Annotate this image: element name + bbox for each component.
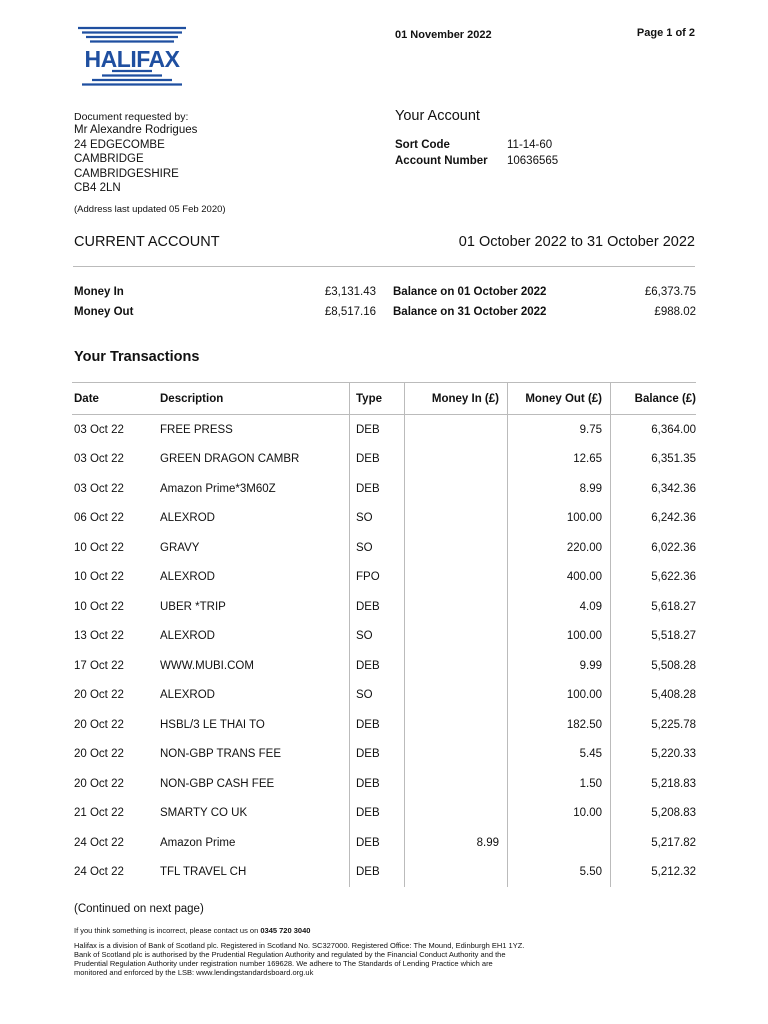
column-header-date: Date [72,383,158,415]
cell-description: ALEXROD [160,689,215,702]
cell-type: DEB [350,828,405,858]
money-in-value: £3,131.43 [324,286,376,298]
cell-description: ALEXROD [160,630,215,643]
table-row [72,415,696,445]
halifax-logo [72,26,192,88]
account-number-value: 10636565 [507,154,559,167]
column-header-money-out: Money Out (£) [508,383,611,415]
cell-date: 13 Oct 22 [74,630,124,643]
cell-description: Amazon Prime*3M60Z [160,482,276,495]
cell-money-in: 8.99 [405,828,508,858]
cell-description: TFL TRAVEL CH [160,866,247,879]
address-line: 24 EDGECOMBE [74,138,165,151]
balance-end-value: £988.02 [654,306,696,318]
summary-row [74,306,696,326]
account-details [395,138,558,168]
logo-wordmark: HALIFAX [84,46,180,72]
cell-date: 10 Oct 22 [74,600,124,613]
cell-money-out: 8.99 [508,474,611,504]
table-row [72,799,696,829]
cell-balance: 5,408.28 [611,681,697,711]
cell-money-out: 182.50 [508,710,611,740]
cell-balance: 5,218.83 [611,769,697,799]
balance-end-label: Balance on 31 October 2022 [393,306,547,318]
cell-money-out: 4.09 [508,592,611,622]
cell-money-out: 100.00 [508,622,611,652]
cell-description: NON-GBP TRANS FEE [160,748,281,761]
cell-date: 24 Oct 22 [74,866,124,879]
cell-money-out: 5.50 [508,858,611,888]
column-header-money-in: Money In (£) [405,383,508,415]
cell-money-in [405,769,508,799]
table-row [72,858,696,888]
legal-line: Bank of Scotland plc is authorised by the Prudential Regulation Authority and regulated by the Financial Conduct Authority and the [74,950,506,959]
cell-description: HSBL/3 LE THAI TO [160,718,265,731]
cell-description: FREE PRESS [160,423,233,436]
cell-money-in [405,533,508,563]
address-line: CB4 2LN [74,182,121,195]
table-row [72,533,696,563]
cell-description: WWW.MUBI.COM [160,659,254,672]
legal-text [74,941,594,977]
table-row [72,445,696,475]
cell-type: DEB [350,769,405,799]
cell-money-in [405,415,508,445]
cell-type: DEB [350,415,405,445]
cell-date: 03 Oct 22 [74,423,124,436]
cell-description: Amazon Prime [160,836,236,849]
customer-address [74,123,197,196]
legal-line: Halifax is a division of Bank of Scotland plc. Registered in Scotland No. SC327000. Registered Office: The Mound, Edinburgh EH1 1YZ. [74,941,525,950]
cell-balance: 5,217.82 [611,828,697,858]
cell-date: 20 Oct 22 [74,689,124,702]
cell-type: SO [350,533,405,563]
table-row [72,681,696,711]
sort-code-value: 11-14-60 [507,139,553,151]
your-account-heading: Your Account [395,108,480,124]
cell-money-out: 220.00 [508,533,611,563]
address-line: Mr Alexandre Rodrigues [74,124,198,136]
cell-date: 03 Oct 22 [74,482,124,495]
cell-type: DEB [350,651,405,681]
column-header-type: Type [350,383,405,415]
cell-date: 20 Oct 22 [74,748,124,761]
legal-line: monitored and enforced by the LSB: www.lendingstandardsboard.org.uk [74,968,314,977]
cell-money-out: 10.00 [508,799,611,829]
table-row [72,474,696,504]
cell-balance: 6,242.36 [611,504,697,534]
cell-money-in [405,622,508,652]
cell-description: GRAVY [160,541,200,554]
table-row [72,769,696,799]
account-number-label: Account Number [395,154,488,167]
cell-balance: 5,508.28 [611,651,697,681]
cell-money-in [405,858,508,888]
continued-note: (Continued on next page) [74,903,204,915]
address-line: CAMBRIDGESHIRE [74,167,179,180]
cell-balance: 5,622.36 [611,563,697,593]
transactions-body [72,415,696,888]
cell-money-in [405,651,508,681]
table-row [72,740,696,770]
balance-start-value: £6,373.75 [644,286,696,298]
balance-start-label: Balance on 01 October 2022 [393,286,547,298]
table-row [72,651,696,681]
cell-money-out: 100.00 [508,681,611,711]
balance-summary [74,286,696,326]
page-number: Page 1 of 2 [636,27,695,39]
cell-date: 03 Oct 22 [74,453,124,466]
contact-text: If you think something is incorrect, please contact us on [74,926,259,935]
money-out-label: Money Out [74,306,134,318]
cell-money-out: 9.99 [508,651,611,681]
cell-description: GREEN DRAGON CAMBR [160,453,300,466]
table-row [72,563,696,593]
cell-date: 06 Oct 22 [74,512,124,525]
address-updated-note: (Address last updated 05 Feb 2020) [74,204,226,215]
cell-money-in [405,592,508,622]
transactions-table [72,382,696,887]
cell-description: NON-GBP CASH FEE [160,777,275,790]
cell-balance: 5,518.27 [611,622,697,652]
cell-money-out [508,828,611,858]
cell-balance: 6,364.00 [611,415,697,445]
column-header-balance: Balance (£) [611,383,697,415]
cell-description: ALEXROD [160,571,215,584]
cell-description: ALEXROD [160,512,215,525]
legal-line: Prudential Regulation Authority under registration number 169628. We adhere to The Standards of Lending Practice which are [74,959,493,968]
cell-money-out: 400.00 [508,563,611,593]
money-in-label: Money In [74,286,124,298]
cell-money-in [405,563,508,593]
cell-money-in [405,799,508,829]
cell-money-out: 9.75 [508,415,611,445]
statement-date: 01 November 2022 [395,29,492,41]
cell-type: DEB [350,710,405,740]
statement-period: 01 October 2022 to 31 October 2022 [458,234,695,250]
cell-description: SMARTY CO UK [160,807,248,820]
cell-date: 20 Oct 22 [74,718,124,731]
table-row [72,622,696,652]
cell-type: DEB [350,858,405,888]
cell-balance: 6,351.35 [611,445,697,475]
column-header-description: Description [158,383,350,415]
cell-money-in [405,445,508,475]
cell-type: DEB [350,592,405,622]
table-row [72,504,696,534]
account-type-title: CURRENT ACCOUNT [74,234,220,250]
cell-balance: 6,342.36 [611,474,697,504]
cell-balance: 6,022.36 [611,533,697,563]
contact-line [74,926,310,935]
cell-balance: 5,208.83 [611,799,697,829]
cell-balance: 5,212.32 [611,858,697,888]
table-row [72,828,696,858]
cell-money-in [405,504,508,534]
sort-code-label: Sort Code [395,139,450,151]
cell-date: 10 Oct 22 [74,541,124,554]
divider [73,266,695,267]
cell-date: 24 Oct 22 [74,836,124,849]
cell-money-out: 12.65 [508,445,611,475]
cell-type: DEB [350,740,405,770]
address-line: CAMBRIDGE [74,153,144,166]
money-out-value: £8,517.16 [324,306,376,318]
cell-money-in [405,474,508,504]
cell-date: 10 Oct 22 [74,571,124,584]
cell-balance: 5,220.33 [611,740,697,770]
cell-date: 17 Oct 22 [74,659,124,672]
cell-type: FPO [350,563,405,593]
summary-row [74,286,696,306]
cell-type: SO [350,681,405,711]
table-row [72,710,696,740]
cell-money-in [405,710,508,740]
cell-date: 20 Oct 22 [74,777,124,790]
table-header-row [72,383,696,415]
cell-description: UBER *TRIP [160,600,226,613]
cell-money-out: 1.50 [508,769,611,799]
cell-money-out: 100.00 [508,504,611,534]
halifax-logo-graphic [72,26,192,88]
contact-phone: 0345 720 3040 [260,926,311,935]
cell-type: DEB [350,474,405,504]
cell-balance: 5,618.27 [611,592,697,622]
cell-money-in [405,681,508,711]
cell-type: DEB [350,445,405,475]
requested-by-label: Document requested by: [74,111,189,123]
cell-type: DEB [350,799,405,829]
cell-money-in [405,740,508,770]
cell-balance: 5,225.78 [611,710,697,740]
cell-type: SO [350,504,405,534]
cell-date: 21 Oct 22 [74,807,124,820]
table-row [72,592,696,622]
cell-money-out: 5.45 [508,740,611,770]
transactions-title: Your Transactions [74,349,200,365]
cell-type: SO [350,622,405,652]
